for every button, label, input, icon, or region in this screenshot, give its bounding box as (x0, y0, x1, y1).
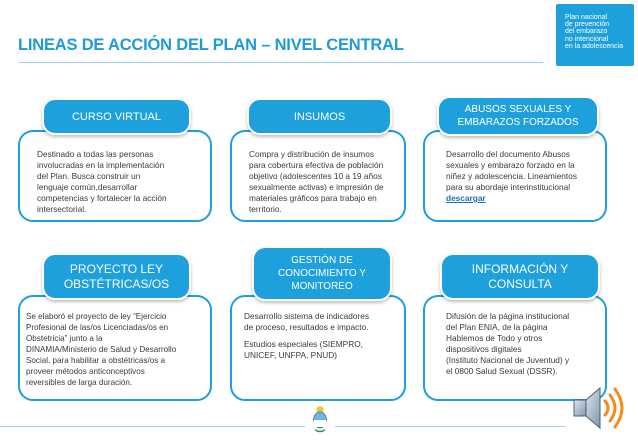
text-line: materiales gráficos para trabajo en (249, 193, 377, 203)
text-line: Desarrollo sistema de indicadores (244, 311, 369, 321)
tab-label-line: ABUSOS SEXUALES Y (464, 104, 572, 115)
card-insumos-text (249, 149, 409, 215)
tab-abusos-sexuales (437, 96, 599, 136)
bottom-divider-right (335, 426, 565, 427)
text-line: competencias y fortalecer la acción (37, 193, 167, 203)
text-line: Hablemos de Todo y otros (446, 333, 543, 343)
text-line: sexualmente activas) e impresión de (249, 182, 384, 192)
tab-gestion-conocimiento (252, 246, 392, 301)
text-line: intersectorial. (37, 204, 87, 214)
text-line: territorio. (249, 204, 282, 214)
text-line: objetivo (adolescentes 10 a 19 años (249, 171, 382, 181)
card-proyecto-ley-text (26, 311, 218, 388)
text-line: sexuales y embarazo forzado en la (446, 160, 575, 170)
text-line: dispositivos digitales (446, 344, 522, 354)
logo-line: en la adolescencia (565, 42, 623, 50)
title-divider (18, 62, 543, 63)
descargar-link[interactable]: descargar (446, 193, 486, 203)
text-line: Obstetricia” junto a la (26, 334, 103, 343)
text-line: UNICEF, UNFPA, PNUD) (244, 350, 337, 360)
text-line: DINAMIA/Ministerio de Salud y Desarrollo (26, 345, 177, 354)
page-title: LINEAS DE ACCIÓN DEL PLAN – NIVEL CENTRAL (18, 36, 404, 54)
paragraph (244, 339, 404, 361)
tab-label-line: CONSULTA (488, 276, 552, 291)
card-informacion-consulta-text (446, 311, 606, 377)
text-line: proveer métodos anticonceptivos (26, 367, 145, 376)
tab-label-line: OBSTÉTRICAS/OS (63, 276, 170, 291)
text-line: Social, para habilitar a obstétricas/os a (26, 356, 166, 365)
text-line: involucradas en la implementación (37, 160, 165, 170)
text-line: de proceso, resultados e impacto. (244, 322, 369, 332)
tab-label-line: PROYECTO LEY (69, 261, 164, 276)
logo-line: del embarazo (565, 28, 608, 36)
text-line: Se elaboró el proyecto de ley “Ejercicio (26, 312, 167, 321)
text-line: del Plan. Busca construir un (37, 171, 141, 181)
tab-label-line: EMBARAZOS FORZADOS (457, 117, 579, 128)
logo-line: Plan nacional (565, 14, 608, 21)
bottom-divider-left (0, 426, 305, 427)
tab-label: INSUMOS (293, 110, 346, 123)
tab-label-line: GESTIÓN DE (291, 255, 353, 266)
tab-informacion-consulta (440, 253, 600, 300)
tab-proyecto-ley (42, 253, 191, 300)
speaker-icon[interactable] (568, 378, 628, 438)
text-line: reversibles de larga duración. (26, 378, 133, 387)
text-line: Profesional de las/os Licenciadas/os en (26, 323, 169, 332)
tab-label-line: INFORMACIÓN Y (471, 261, 569, 276)
logo-line: de prevención (565, 21, 609, 29)
text-line: Estudios especiales (SIEMPRO, (244, 339, 363, 349)
tab-curso-virtual (42, 98, 191, 135)
text-line: Destinado a todas las personas (37, 149, 154, 159)
text-line: Difusión de la página institucional (446, 311, 570, 321)
text-line: para su abordaje interinstitucional (446, 182, 571, 192)
tab-insumos (247, 98, 392, 135)
tab-label: CURSO VIRTUAL (71, 110, 162, 123)
text-line: (Instituto Nacional de Juventud) y (446, 355, 570, 365)
paragraph (244, 311, 404, 333)
tab-label-line: CONOCIMIENTO Y (278, 268, 366, 279)
text-line: del Plan ENIA, de la página (446, 322, 548, 332)
logo-line: no intencional (565, 35, 609, 43)
text-line: Desarrollo del documento Abusos (446, 149, 571, 159)
text-line: lenguaje común,desarrollar (37, 182, 138, 192)
plan-logo (556, 4, 634, 66)
text-line: el 0800 Salud Sexual (DSSR). (446, 366, 558, 376)
card-abusos-sexuales-text (446, 149, 606, 204)
text-line: para cobertura efectiva de población (249, 160, 384, 170)
text-line: Compra y distribución de insumos (249, 149, 374, 159)
tab-label-line: MONITOREO (291, 281, 353, 292)
card-curso-virtual-text (37, 149, 209, 215)
card-gestion-conocimiento-text (244, 311, 404, 367)
coat-of-arms-icon (312, 405, 328, 433)
text-line: niñez y adolescencia. Lineamientos (446, 171, 577, 181)
